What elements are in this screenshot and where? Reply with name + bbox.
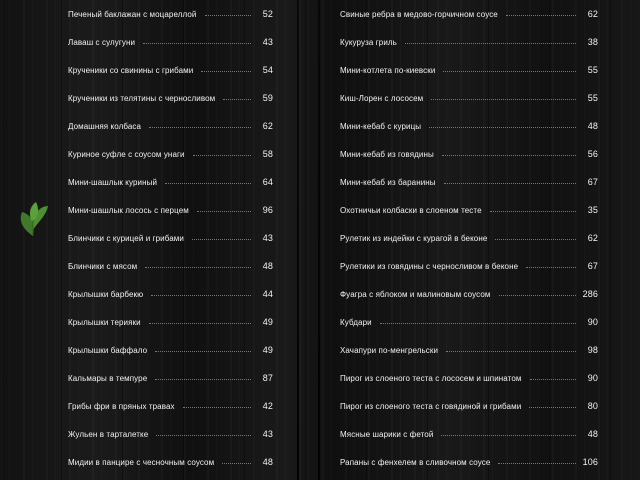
menu-item-row bbox=[340, 367, 598, 383]
menu-item-price: 35 bbox=[587, 205, 598, 215]
menu-item-name: Рапаны с фенхелем в сливочном соусе bbox=[340, 458, 491, 467]
menu-item-row bbox=[68, 199, 273, 215]
menu-item-name: Крученики со свинины с грибами bbox=[68, 66, 194, 75]
menu-item-price: 55 bbox=[587, 93, 598, 103]
menu-item-row bbox=[340, 31, 598, 47]
menu-item-row bbox=[340, 87, 598, 103]
menu-item-name: Блинчики с курицей и грибами bbox=[68, 234, 184, 243]
menu-item-row bbox=[68, 283, 273, 299]
menu-item-name: Блинчики с мясом bbox=[68, 262, 138, 271]
leader-dots bbox=[431, 99, 576, 100]
menu-item-name: Грибы фри в пряных травах bbox=[68, 402, 175, 411]
menu-item-price: 87 bbox=[262, 373, 273, 383]
leader-dots bbox=[506, 15, 576, 16]
leader-dots bbox=[192, 239, 251, 240]
leader-dots bbox=[499, 295, 577, 296]
menu-item-price: 62 bbox=[262, 121, 273, 131]
menu-item-row bbox=[340, 59, 598, 75]
menu-item-price: 286 bbox=[582, 289, 598, 299]
menu-item-name: Печеный баклажан с моцареллой bbox=[68, 10, 197, 19]
menu-item-price: 49 bbox=[262, 345, 273, 355]
menu-item-row bbox=[340, 395, 598, 411]
leader-dots bbox=[165, 183, 251, 184]
leader-dots bbox=[495, 239, 576, 240]
menu-item-row bbox=[68, 3, 273, 19]
menu-item-name: Рулетик из индейки с курагой в беконе bbox=[340, 234, 488, 243]
menu-item-row bbox=[68, 31, 273, 47]
menu-item-name: Крылышки барбекю bbox=[68, 290, 144, 299]
leader-dots bbox=[380, 323, 576, 324]
leader-dots bbox=[444, 183, 576, 184]
menu-item-price: 64 bbox=[262, 177, 273, 187]
menu-item-price: 49 bbox=[262, 317, 273, 327]
menu-item-name: Рулетики из говядины с черносливом в беконе bbox=[340, 262, 519, 271]
menu-item-name: Мини-шашлык лосось с перцем bbox=[68, 206, 189, 215]
menu-item-row bbox=[340, 3, 598, 19]
menu-item-name: Домашняя колбаса bbox=[68, 122, 142, 131]
menu-item-row bbox=[340, 311, 598, 327]
leader-dots bbox=[405, 43, 576, 44]
leader-dots bbox=[529, 407, 576, 408]
leader-dots bbox=[145, 267, 251, 268]
menu-item-row bbox=[340, 255, 598, 271]
menu-item-price: 98 bbox=[587, 345, 598, 355]
menu-item-name: Мини-кебаб с курицы bbox=[340, 122, 422, 131]
menu-item-name: Свиные ребра в медово-горчичном соусе bbox=[340, 10, 498, 19]
leader-dots bbox=[526, 267, 576, 268]
menu-item-row bbox=[340, 227, 598, 243]
menu-item-name: Мини-котлета по-киевски bbox=[340, 66, 436, 75]
menu-item-row bbox=[68, 423, 273, 439]
leader-dots bbox=[149, 127, 251, 128]
menu-item-name: Пирог из слоеного теста с лососем и шпинатом bbox=[340, 374, 522, 383]
menu-item-name: Мидии в панцире с чесночным соусом bbox=[68, 458, 215, 467]
leader-dots bbox=[201, 71, 251, 72]
basil-leaf-icon bbox=[16, 200, 50, 238]
leader-dots bbox=[155, 351, 251, 352]
menu-item-row bbox=[68, 87, 273, 103]
menu-item-name: Пирог из слоеного теста с говядиной и грибами bbox=[340, 402, 522, 411]
menu-item-price: 106 bbox=[582, 457, 598, 467]
menu-item-name: Киш-Лорен с лососем bbox=[340, 94, 424, 103]
menu-item-row bbox=[68, 311, 273, 327]
menu-item-name: Кукуруза гриль bbox=[340, 38, 397, 47]
menu-item-row bbox=[340, 115, 598, 131]
menu-item-row bbox=[340, 451, 598, 467]
menu-item-row bbox=[68, 451, 273, 467]
menu-item-price: 67 bbox=[587, 261, 598, 271]
menu-item-name: Фуагра с яблоком и малиновым соусом bbox=[340, 290, 491, 299]
leader-dots bbox=[498, 463, 576, 464]
leader-dots bbox=[443, 71, 576, 72]
menu-item-price: 67 bbox=[587, 177, 598, 187]
menu-item-row bbox=[68, 255, 273, 271]
menu-item-row bbox=[340, 283, 598, 299]
leader-dots bbox=[151, 295, 251, 296]
menu-item-row bbox=[68, 339, 273, 355]
leader-dots bbox=[441, 435, 576, 436]
menu-item-price: 52 bbox=[262, 9, 273, 19]
menu-item-row bbox=[340, 423, 598, 439]
leader-dots bbox=[143, 43, 251, 44]
leader-dots bbox=[222, 463, 251, 464]
menu-item-price: 80 bbox=[587, 401, 598, 411]
menu-item-row bbox=[68, 227, 273, 243]
wood-seam bbox=[318, 0, 320, 480]
menu-item-name: Крученики из телятины с черносливом bbox=[68, 94, 216, 103]
menu-item-name: Кубдари bbox=[340, 318, 372, 327]
menu-item-name: Мини-кебаб из баранины bbox=[340, 178, 436, 187]
menu-item-price: 48 bbox=[262, 261, 273, 271]
wood-seam bbox=[297, 0, 299, 480]
menu-item-name: Крылышки терияки bbox=[68, 318, 141, 327]
menu-item-row bbox=[68, 395, 273, 411]
leader-dots bbox=[197, 211, 251, 212]
menu-item-row bbox=[68, 143, 273, 159]
menu-item-price: 54 bbox=[262, 65, 273, 75]
menu-item-price: 42 bbox=[262, 401, 273, 411]
menu-item-price: 43 bbox=[262, 233, 273, 243]
menu-item-price: 59 bbox=[262, 93, 273, 103]
leader-dots bbox=[429, 127, 576, 128]
leader-dots bbox=[183, 407, 251, 408]
menu-item-row bbox=[68, 59, 273, 75]
menu-item-price: 55 bbox=[587, 65, 598, 75]
menu-item-price: 90 bbox=[587, 373, 598, 383]
leader-dots bbox=[205, 15, 252, 16]
menu-item-name: Охотничьи колбаски в слоеном тесте bbox=[340, 206, 482, 215]
menu-item-row bbox=[340, 199, 598, 215]
leader-dots bbox=[530, 379, 577, 380]
leader-dots bbox=[155, 379, 251, 380]
menu-item-price: 62 bbox=[587, 9, 598, 19]
leader-dots bbox=[446, 351, 576, 352]
leader-dots bbox=[156, 435, 251, 436]
menu-item-name: Мясные шарики с фетой bbox=[340, 430, 434, 439]
menu-item-price: 48 bbox=[587, 121, 598, 131]
menu-item-name: Кальмары в темпуре bbox=[68, 374, 148, 383]
menu-item-row bbox=[68, 367, 273, 383]
menu-item-price: 90 bbox=[587, 317, 598, 327]
menu-item-name: Мини-кебаб из говядины bbox=[340, 150, 434, 159]
leader-dots bbox=[490, 211, 576, 212]
leader-dots bbox=[193, 155, 251, 156]
menu-item-price: 96 bbox=[262, 205, 273, 215]
menu-item-price: 44 bbox=[262, 289, 273, 299]
menu-item-name: Мини-шашлык куриный bbox=[68, 178, 158, 187]
menu-item-name: Крылышки баффало bbox=[68, 346, 148, 355]
menu-item-price: 48 bbox=[587, 429, 598, 439]
leader-dots bbox=[442, 155, 576, 156]
menu-item-row bbox=[68, 115, 273, 131]
menu-item-name: Куриное суфле с соусом унаги bbox=[68, 150, 185, 159]
menu-item-row bbox=[340, 171, 598, 187]
menu-item-price: 38 bbox=[587, 37, 598, 47]
menu-item-row bbox=[68, 171, 273, 187]
menu-item-price: 56 bbox=[587, 149, 598, 159]
menu-item-row bbox=[340, 339, 598, 355]
menu-item-price: 43 bbox=[262, 429, 273, 439]
menu-item-price: 48 bbox=[262, 457, 273, 467]
menu-item-name: Хачапури по-менгрельски bbox=[340, 346, 439, 355]
menu-item-row bbox=[340, 143, 598, 159]
menu-item-price: 58 bbox=[262, 149, 273, 159]
menu-item-price: 62 bbox=[587, 233, 598, 243]
leader-dots bbox=[223, 99, 251, 100]
leader-dots bbox=[149, 323, 251, 324]
menu-item-price: 43 bbox=[262, 37, 273, 47]
menu-item-name: Жульен в тарталетке bbox=[68, 430, 149, 439]
menu-item-name: Лаваш с сулугуни bbox=[68, 38, 136, 47]
